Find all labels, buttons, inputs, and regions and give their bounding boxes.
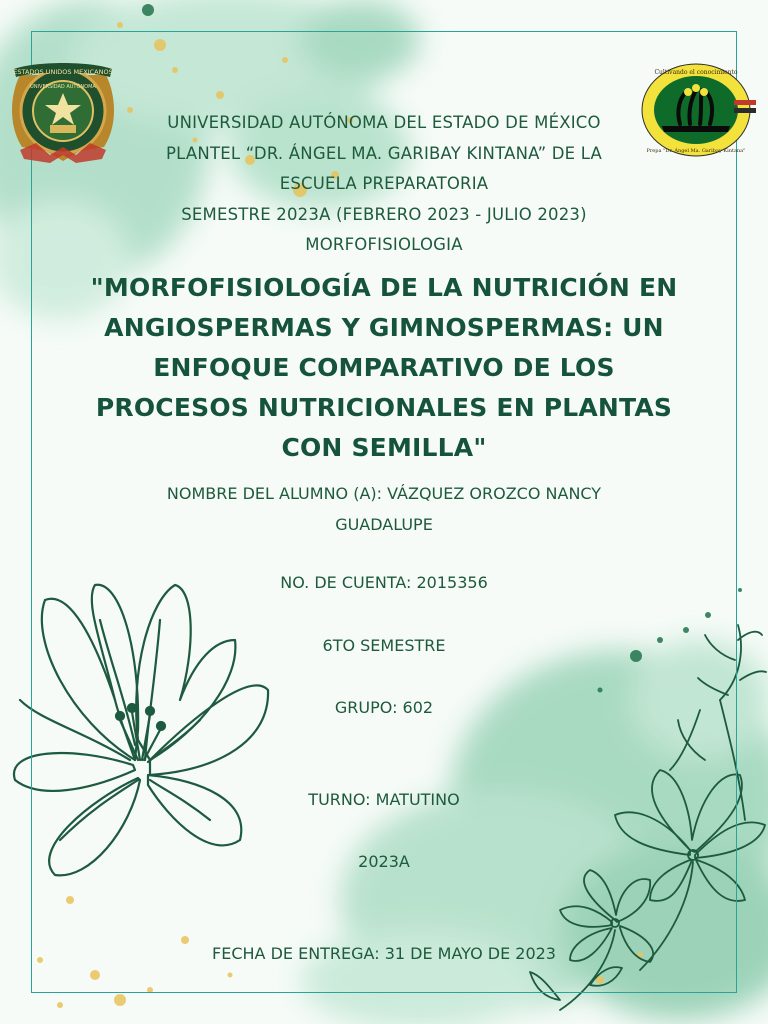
student-name-line2: GUADALUPE [335, 515, 433, 534]
uaemex-crest-logo [6, 55, 120, 167]
document-title: "MORFOFISIOLOGÍA DE LA NUTRICIÓN EN ANGIOSPERMAS Y GIMNOSPERMAS: UN ENFOQUE COMPARATIVO DE LOS PROCESOS NUTRICIONALES EN PLANTAS CON SEMILLA" [90, 273, 678, 462]
header-line-school: ESCUELA PREPARATORIA [279, 174, 489, 193]
group-number: GRUPO: 602 [334, 698, 434, 717]
account-number: NO. DE CUENTA: 2015356 [280, 573, 488, 592]
header-line-subject: MORFOFISIOLOGIA [305, 235, 463, 254]
institution-header [110, 108, 658, 261]
header-line-university: UNIVERSIDAD AUTÓNOMA DEL ESTADO DE MÉXICO [167, 113, 601, 132]
crest-ring-text: ESTADOS UNIDOS MEXICANOS [13, 68, 113, 76]
emblem-bottom-text: Prepa "Dr. Ángel Ma. Garibay Kintana" [646, 148, 746, 154]
header-line-semester: SEMESTRE 2023A (FEBRERO 2023 - JULIO 2023) [181, 204, 587, 224]
period: 2023A [358, 852, 410, 871]
header-line-plantel: PLANTEL “DR. ÁNGEL MA. GARIBAY KINTANA” DE LA [166, 143, 602, 163]
emblem-top-text: Cultivando el conocimiento [654, 69, 738, 76]
shift: TURNO: MATUTINO [308, 790, 460, 809]
crest-inner-text: UNIVERSIDAD AUTÓNOMA [30, 84, 96, 90]
student-name-line1: NOMBRE DEL ALUMNO (A): VÁZQUEZ OROZCO NANCY [166, 484, 602, 503]
semester-level: 6TO SEMESTRE [322, 636, 446, 655]
due-date: FECHA DE ENTREGA: 31 DE MAYO DE 2023 [212, 944, 556, 963]
student-name [100, 478, 668, 540]
